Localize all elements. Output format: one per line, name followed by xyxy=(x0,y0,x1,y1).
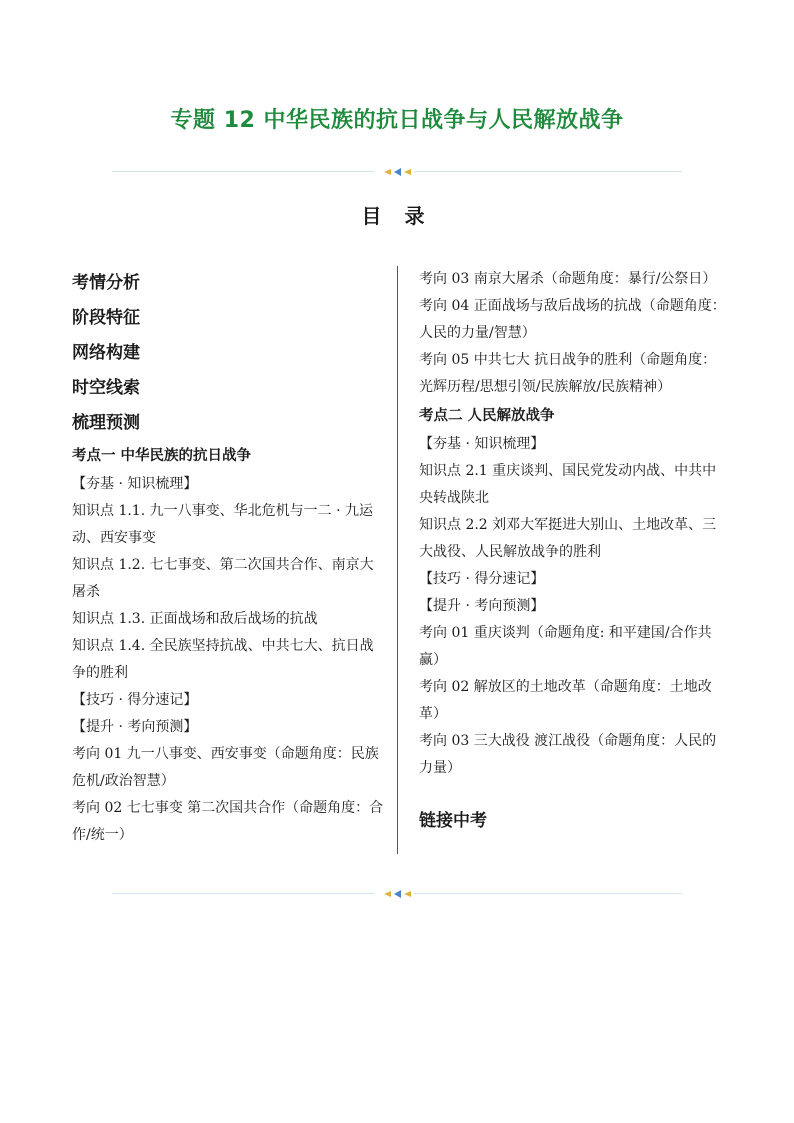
column-separator xyxy=(397,266,398,854)
toc-left-column xyxy=(72,266,384,849)
toc-entry-item[interactable]: 【技巧 · 得分速记】 xyxy=(419,571,545,587)
toc-entry-link[interactable]: 链接中考 xyxy=(419,811,487,831)
toc-entry-item[interactable]: 【提升 · 考向预测】 xyxy=(72,719,198,735)
toc-entry-item[interactable]: 【技巧 · 得分速记】 xyxy=(72,692,198,708)
toc-entry-item[interactable]: 考向 02 七七事变 第二次国共合作（命题角度：合作/统一） xyxy=(72,800,384,843)
toc-entry-kp[interactable]: 考点二 人民解放战争 xyxy=(419,408,555,424)
toc-entry-item[interactable]: 考向 04 正面战场与敌后战场的抗战（命题角度：人民的力量/智慧） xyxy=(419,298,726,341)
page-title: 专题 12 中华民族的抗日战争与人民解放战争 xyxy=(170,108,624,133)
toc-entry-item[interactable]: 知识点 1.4. 全民族坚持抗战、中共七大、抗日战争的胜利 xyxy=(72,638,374,681)
toc-entry-item[interactable]: 【夯基 · 知识梳理】 xyxy=(419,436,545,452)
toc-entry-item[interactable]: 考向 03 三大战役 渡江战役（命题角度：人民的力量） xyxy=(419,733,717,776)
toc-entry-item[interactable]: 知识点 1.2. 七七事变、第二次国共合作、南京大屠杀 xyxy=(72,557,374,600)
toc-entry-kp[interactable]: 考点一 中华民族的抗日战争 xyxy=(72,448,252,464)
toc-entry-sec[interactable]: 梳理预测 xyxy=(72,413,140,433)
toc-entry-item[interactable]: 考向 01 重庆谈判（命题角度: 和平建国/合作共赢） xyxy=(419,625,712,668)
toc-entry-sec[interactable]: 考情分析 xyxy=(72,273,140,293)
toc-entry-item[interactable]: 【夯基 · 知识梳理】 xyxy=(72,476,198,492)
toc-entry-item[interactable]: 【提升 · 考向预测】 xyxy=(419,598,545,614)
toc-entry-item[interactable]: 考向 05 中共七大 抗日战争的胜利（命题角度：光辉历程/思想引领/民族解放/民族精神） xyxy=(419,352,717,395)
toc-right-column xyxy=(419,266,729,839)
toc-entry-item[interactable]: 考向 02 解放区的土地改革（命题角度：土地改革） xyxy=(419,679,712,722)
divider-ornament-icon xyxy=(384,889,412,899)
toc-entry-sec[interactable]: 阶段特征 xyxy=(72,308,140,328)
toc-entry-item[interactable]: 知识点 2.2 刘邓大军挺进大别山、土地改革、三大战役、人民解放战争的胜利 xyxy=(419,517,717,560)
toc-entry-sec[interactable]: 网络构建 xyxy=(72,343,140,363)
toc-entry-item[interactable]: 考向 01 九一八事变、西安事变（命题角度：民族危机/政治智慧） xyxy=(72,746,379,789)
divider-ornament-icon xyxy=(384,167,412,177)
bottom-divider xyxy=(112,889,682,899)
top-divider xyxy=(112,167,682,177)
toc-entry-item[interactable]: 知识点 1.1. 九一八事变、华北危机与一二 · 九运动、西安事变 xyxy=(72,503,373,546)
toc-entry-item[interactable]: 知识点 1.3. 正面战场和敌后战场的抗战 xyxy=(72,611,318,627)
toc-entry-sec[interactable]: 时空线索 xyxy=(72,378,140,398)
toc-entry-item[interactable]: 考向 03 南京大屠杀（命题角度：暴行/公祭日） xyxy=(419,271,717,287)
toc-heading: 目 录 xyxy=(361,204,433,228)
toc-entry-item[interactable]: 知识点 2.1 重庆谈判、国民党发动内战、中共中央转战陕北 xyxy=(419,463,717,506)
